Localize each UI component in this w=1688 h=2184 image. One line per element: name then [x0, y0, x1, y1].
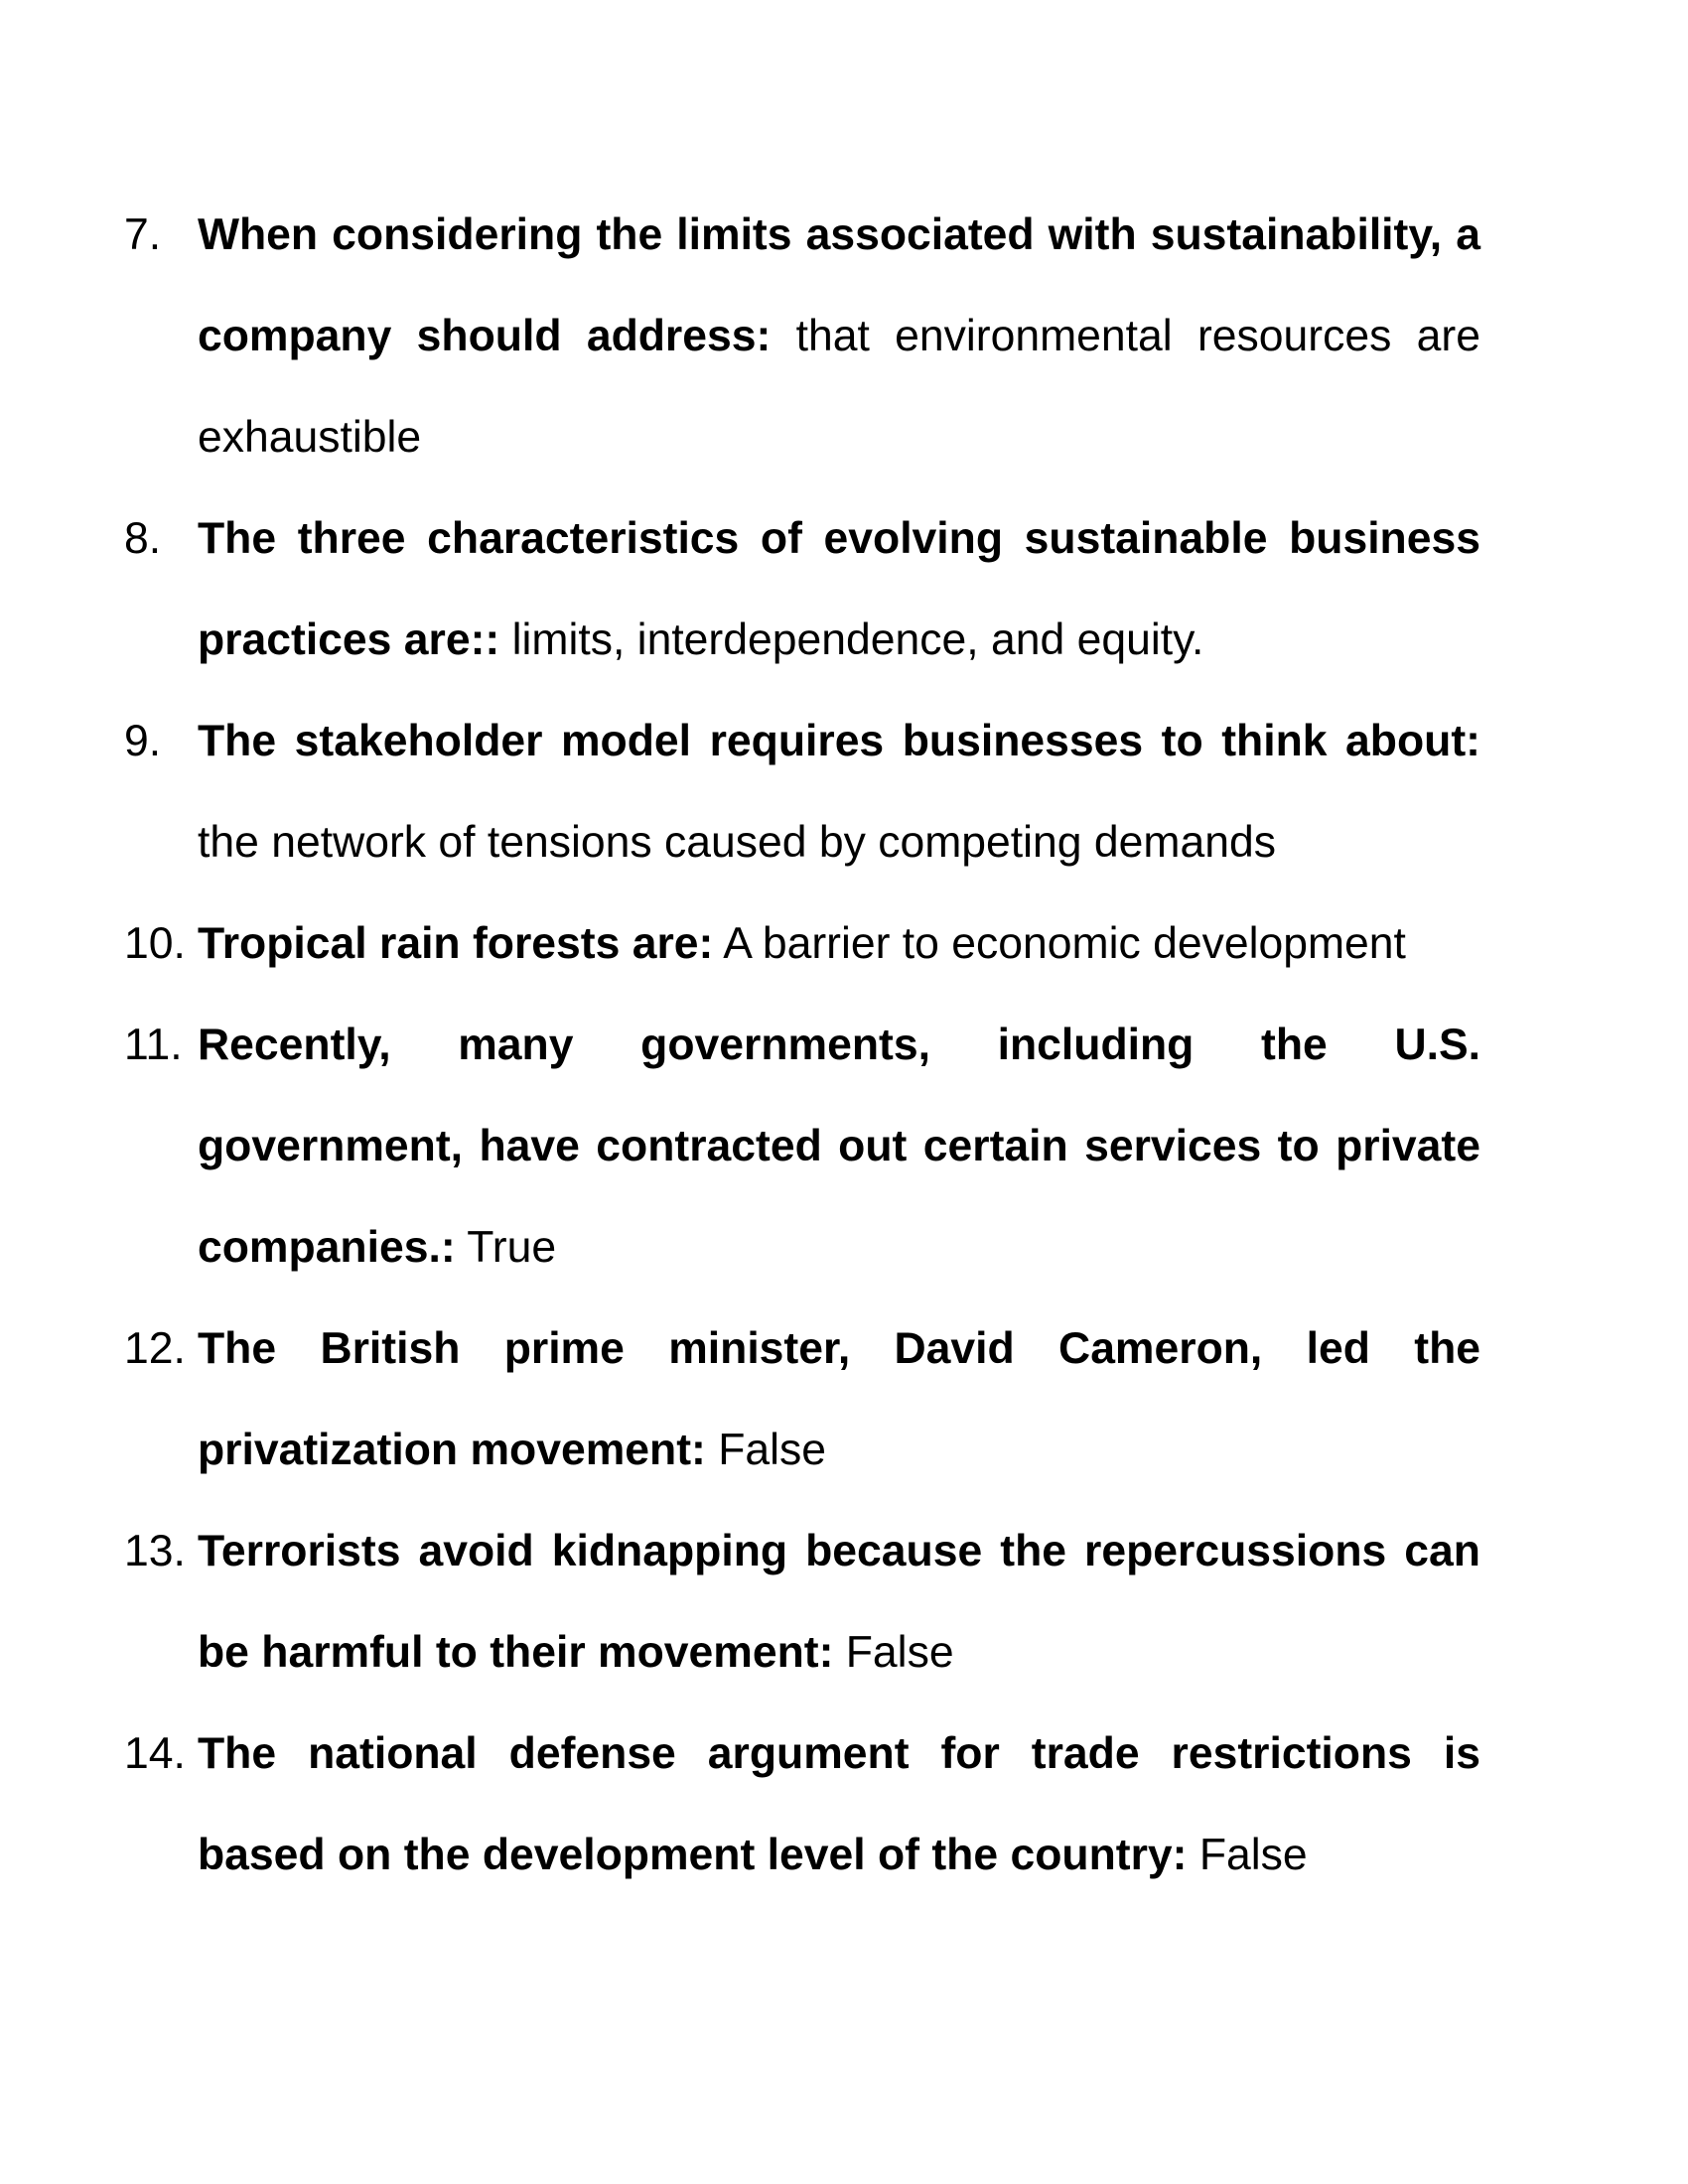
list-item — [124, 691, 1480, 893]
answer-text: the network of tensions caused by competing demands — [198, 818, 1276, 867]
question-text: The stakeholder model requires businesses to think about: — [198, 717, 1480, 765]
answer-text: limits, interdependence, and equity. — [499, 615, 1204, 664]
answer-text: that environmental resources are exhaustible — [198, 312, 1480, 462]
item-number: 9. — [124, 717, 162, 765]
question-text: The three characteristics of evolving sustainable business practices are:: — [198, 514, 1480, 664]
list-item — [124, 488, 1480, 691]
list-item — [124, 1298, 1480, 1501]
item-number: 14. — [124, 1729, 186, 1778]
question-text: When considering the limits associated with sustainability, a company should address: — [198, 210, 1480, 360]
list-item — [124, 995, 1480, 1298]
answer-text: False — [1187, 1831, 1308, 1879]
list-item — [124, 893, 1480, 995]
item-number: 8. — [124, 514, 162, 563]
question-text: Recently, many governments, including the U.S. government, have contracted out certain services to private companies.: — [198, 1021, 1480, 1272]
answer-text: A barrier to economic development — [713, 919, 1406, 968]
item-number: 10. — [124, 919, 186, 968]
item-number: 12. — [124, 1324, 186, 1373]
answer-text: False — [705, 1426, 827, 1474]
item-number: 7. — [124, 210, 162, 259]
question-text: The national defense argument for trade restrictions is based on the development level of the country: — [198, 1729, 1480, 1879]
item-number: 11. — [124, 1021, 183, 1069]
question-answer-list — [124, 185, 1480, 1906]
question-text: The British prime minister, David Cameron, led the privatization movement: — [198, 1324, 1480, 1474]
question-text: Terrorists avoid kidnapping because the repercussions can be harmful to their movement: — [198, 1527, 1480, 1677]
list-item — [124, 1704, 1480, 1906]
question-text: Tropical rain forests are: — [198, 919, 714, 968]
item-number: 13. — [124, 1527, 186, 1575]
list-item — [124, 185, 1480, 488]
answer-text: True — [455, 1223, 557, 1272]
list-item — [124, 1501, 1480, 1704]
answer-text: False — [833, 1628, 954, 1677]
